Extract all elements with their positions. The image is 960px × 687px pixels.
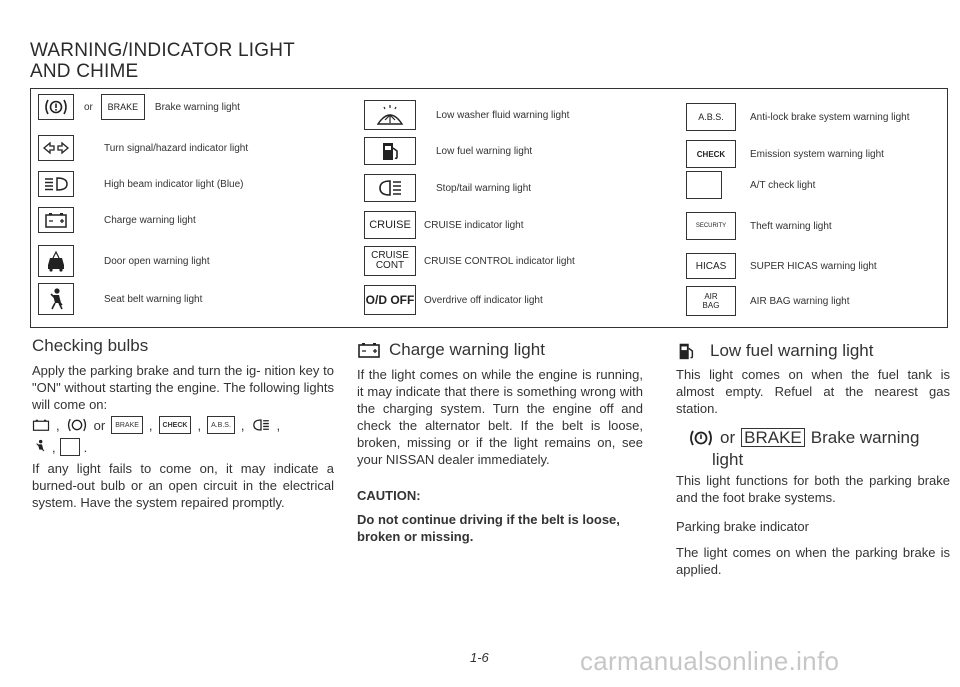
seat-belt-icon	[32, 439, 48, 455]
washer-fluid-icon	[364, 100, 416, 130]
stop-tail-icon	[251, 418, 271, 432]
airbag-badge: AIR BAG	[686, 286, 736, 316]
check-engine-badge: CHECK	[686, 140, 736, 168]
page-number: 1-6	[470, 650, 489, 665]
door-open-icon	[38, 245, 74, 277]
row-low-fuel: Low fuel warning light	[364, 137, 532, 165]
watermark: carmanualsonline.info	[580, 646, 840, 676]
fuel-pump-icon	[676, 340, 696, 362]
row-overdrive: O/D OFF Overdrive off indicator light	[364, 285, 543, 315]
at-check-icon	[60, 438, 80, 456]
abs-badge: A.B.S.	[686, 103, 736, 131]
cruise-control-badge: CRUISE CONT	[364, 246, 416, 276]
brake-text: This light functions for both the parking brake and the foot brake systems.	[676, 473, 950, 505]
row-cruise-control: CRUISE CONT CRUISE CONTROL indicator light	[364, 246, 575, 276]
checking-bulbs-icons-line2: , .	[32, 438, 87, 456]
brake-heading: or BRAKE Brake warning light	[688, 428, 950, 469]
parking-brake-subheading: Parking brake indicator	[676, 519, 809, 534]
row-airbag: AIR BAG AIR BAG warning light	[686, 286, 850, 316]
brake-warning-icon	[688, 429, 714, 447]
parking-brake-text: The light comes on when the parking brake is applied.	[676, 545, 950, 577]
row-abs: A.B.S. Anti-lock brake system warning light	[686, 103, 910, 131]
brake-warning-icon	[38, 94, 74, 120]
row-turn-signal: Turn signal/hazard indicator light	[38, 135, 248, 161]
page-title: WARNING/INDICATOR LIGHT AND CHIME	[30, 40, 295, 82]
checking-bulbs-note: If any light fails to come on, it may indicate a burned-out bulb or an open circuit in the electrical system. Have the system repaired promptly.	[32, 461, 334, 510]
row-theft: SECURITY Theft warning light	[686, 212, 832, 240]
security-badge: SECURITY	[686, 212, 736, 240]
cruise-badge: CRUISE	[364, 211, 416, 239]
row-door-open: Door open warning light	[38, 245, 210, 277]
battery-icon	[32, 419, 50, 431]
od-off-badge: O/D OFF	[364, 285, 416, 315]
checking-bulbs-icons-line1: , or BRAKE , CHECK , A.B.S. , ,	[32, 416, 342, 434]
row-charge: Charge warning light	[38, 207, 196, 233]
checking-bulbs-text: Apply the parking brake and turn the ig- nition key to "ON" without starting the engine. The following lights will come on:	[32, 363, 334, 412]
row-high-beam: High beam indicator light (Blue)	[38, 171, 244, 197]
at-check-icon	[686, 171, 722, 199]
turn-signal-icon	[38, 135, 74, 161]
checking-bulbs-heading: Checking bulbs	[32, 336, 149, 355]
row-brake: or BRAKE Brake warning light	[38, 94, 240, 120]
row-stop-tail: Stop/tail warning light	[364, 174, 531, 202]
charge-text: If the light comes on while the engine is running, it may indicate that there is something wrong with the charging system. Turn the engine off and check the alternator belt. If the belt is loose, broken, missing or if the light remains on, see your NISSAN dealer immediately.	[357, 367, 643, 467]
row-washer: Low washer fluid warning light	[364, 100, 569, 130]
row-emission: CHECK Emission system warning light	[686, 140, 884, 168]
fuel-pump-icon	[364, 137, 416, 165]
charge-heading: Charge warning light	[357, 340, 545, 360]
row-cruise: CRUISE CRUISE indicator light	[364, 211, 523, 239]
battery-icon	[38, 207, 74, 233]
brake-badge: BRAKE	[101, 94, 145, 120]
brake-badge: BRAKE	[741, 428, 805, 447]
row-hicas: HICAS SUPER HICAS warning light	[686, 253, 877, 279]
seat-belt-icon	[38, 283, 74, 315]
caution-text: Do not continue driving if the belt is loose, broken or missing.	[357, 512, 620, 544]
fuel-heading: Low fuel warning light	[676, 340, 873, 362]
stop-tail-icon	[364, 174, 416, 202]
high-beam-icon	[38, 171, 74, 197]
abs-badge: A.B.S.	[207, 416, 235, 434]
row-seat-belt: Seat belt warning light	[38, 283, 202, 315]
caution-label: CAUTION:	[357, 488, 421, 503]
brake-warning-icon	[66, 417, 88, 433]
check-engine-badge: CHECK	[159, 416, 192, 434]
fuel-text: This light comes on when the fuel tank is almost empty. Refuel at the nearest gas station.	[676, 367, 950, 416]
row-at-check: A/T check light	[686, 171, 815, 199]
brake-badge: BRAKE	[111, 416, 143, 434]
battery-icon	[357, 342, 381, 358]
hicas-badge: HICAS	[686, 253, 736, 279]
